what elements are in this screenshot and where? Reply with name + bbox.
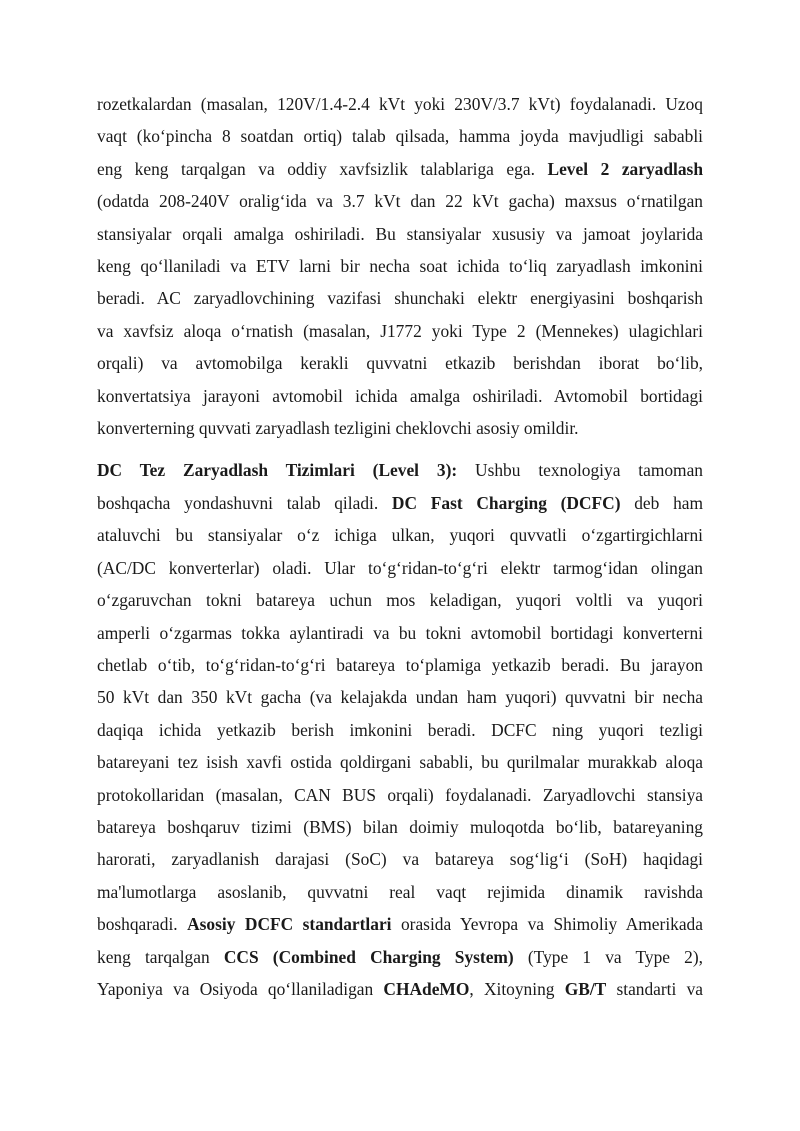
text-segment: orqali) va avtomobilga kerakli quvvatni etkazib berishdan iborat bo‘lib, (97, 353, 703, 374)
text-line (97, 973, 703, 1005)
paragraph (97, 454, 703, 1005)
text-segment: ataluvchi bu stansiyalar o‘z ichiga ulkan, yuqori quvvatli o‘zgartirgichlarni (97, 525, 703, 546)
text-line (97, 88, 703, 120)
text-line (97, 941, 703, 973)
text-line (97, 876, 703, 908)
text-line (97, 843, 703, 875)
text-segment: amperli o‘zgarmas tokka aylantiradi va bu tokni avtomobil bortidagi konverterni (97, 622, 703, 643)
text-segment: o‘zgaruvchan tokni batareya uchun mos keladigan, yuqori voltli va yuqori (97, 590, 703, 611)
text-segment: chetlab o‘tib, to‘g‘ridan-to‘g‘ri batareya to‘plamiga yetkazib beradi. Bu jarayon (97, 654, 703, 675)
text-line (97, 811, 703, 843)
text-segment: (AC/DC konverterlar) oladi. Ular to‘g‘ridan-to‘g‘ri elektr tarmog‘idan olingan (97, 557, 703, 578)
text-segment: konvertatsiya jarayoni avtomobil ichida amalga oshiriladi. Avtomobil bortidagi (97, 385, 703, 406)
text-line (97, 315, 703, 347)
paragraph (97, 88, 703, 444)
text-line (97, 380, 703, 412)
text-segment: ma'lumotlarga asoslanib, quvvatni real vaqt rejimida dinamik ravishda (97, 881, 703, 902)
text-segment: boshqacha yondashuvni talab qiladi. (97, 492, 392, 513)
text-line (97, 746, 703, 778)
text-segment: boshqaradi. (97, 914, 188, 935)
text-line (97, 519, 703, 551)
text-line (97, 552, 703, 584)
text-line (97, 908, 703, 940)
text-segment: orasida Yevropa va Shimoliy Amerikada (391, 914, 703, 935)
bold-text: DC Fast Charging (DCFC) (391, 492, 621, 513)
text-segment: (odatda 208-240V oralig‘ida va 3.7 kVt dan 22 kVt gacha) maxsus o‘rnatilgan (97, 191, 703, 212)
text-segment: daqiqa ichida yetkazib berish imkonini beradi. DCFC ning yuqori tezligi (97, 719, 703, 740)
text-segment: (Type 1 va Type 2), (513, 946, 703, 967)
text-line (97, 250, 703, 282)
text-line (97, 120, 703, 152)
bold-text: GB/T (564, 978, 607, 999)
text-line (97, 282, 703, 314)
text-line (97, 487, 703, 519)
text-segment: keng qo‘llaniladi va ETV larni bir necha soat ichida to‘liq zaryadlash imkonini (97, 256, 703, 277)
text-segment: 50 kVt dan 350 kVt gacha (va kelajakda undan ham yuqori) quvvatni bir necha (97, 687, 703, 708)
text-line (97, 412, 703, 444)
text-segment: harorati, zaryadlanish darajasi (SoC) va batareya sog‘lig‘i (SoH) haqidagi (97, 849, 703, 870)
text-line (97, 218, 703, 250)
text-segment: keng tarqalgan (97, 946, 224, 967)
text-segment: rozetkalardan (masalan, 120V/1.4-2.4 kVt yoki 230V/3.7 kVt) foydalanadi. Uzoq (97, 94, 703, 114)
text-line (97, 454, 703, 486)
text-line (97, 347, 703, 379)
text-segment: Yaponiya va Osiyoda qo‘llaniladigan (97, 978, 384, 999)
text-segment: protokollaridan (masalan, CAN BUS orqali) foydalanadi. Zaryadlovchi stansiya (97, 784, 703, 805)
text-segment: , Xitoyning (469, 978, 565, 999)
text-segment: va xavfsiz aloqa o‘rnatish (masalan, J1772 yoki Type 2 (Mennekes) ulagichlari (97, 320, 703, 341)
text-segment: konverterning quvvati zaryadlash tezligini cheklovchi asosiy omildir. (97, 418, 579, 439)
bold-text: Asosiy DCFC standartlari (187, 914, 392, 935)
text-segment: vaqt (ko‘pincha 8 soatdan ortiq) talab qilsada, hamma joyda mavjudligi sababli (97, 126, 703, 147)
text-segment: deb ham (620, 492, 704, 513)
bold-text: DC Tez Zaryadlash Tizimlari (Level 3): (97, 460, 458, 481)
text-line (97, 681, 703, 713)
text-segment: stansiyalar orqali amalga oshiriladi. Bu stansiyalar xususiy va jamoat joylarida (97, 223, 703, 244)
text-segment: Ushbu texnologiya tamoman (457, 460, 703, 481)
text-line (97, 153, 703, 185)
bold-text: CCS (Combined Charging System) (223, 946, 514, 967)
text-line (97, 185, 703, 217)
text-line (97, 649, 703, 681)
bold-text: CHAdeMO (383, 978, 470, 999)
text-line (97, 584, 703, 616)
text-segment: standarti va (606, 978, 703, 999)
text-line (97, 779, 703, 811)
text-line (97, 714, 703, 746)
text-line (97, 617, 703, 649)
text-segment: eng keng tarqalgan va oddiy xavfsizlik talablariga ega. (97, 158, 548, 179)
text-segment: batareya boshqaruv tizimi (BMS) bilan doimiy muloqotda bo‘lib, batareyaning (97, 816, 703, 837)
text-segment: beradi. AC zaryadlovchining vazifasi shunchaki elektr energiyasini boshqarish (97, 288, 703, 309)
document-page (97, 88, 703, 1005)
bold-text: Level 2 zaryadlash (547, 158, 703, 179)
text-segment: batareyani tez isish xavfi ostida qoldirgani sababli, bu qurilmalar murakkab aloqa (97, 752, 703, 773)
